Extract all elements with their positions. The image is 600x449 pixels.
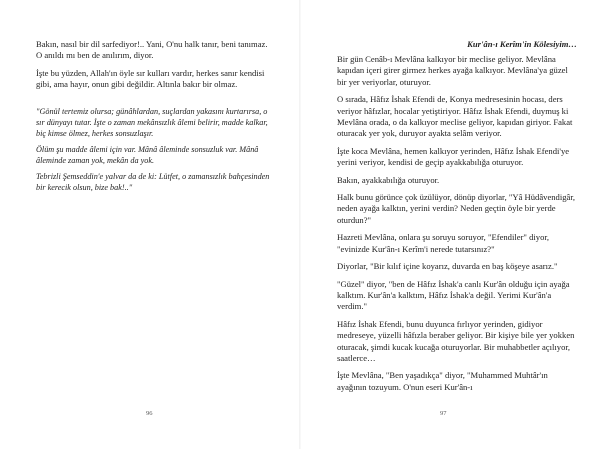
right-text-column	[337, 39, 577, 399]
left-paragraph-2: İşte bu yüzden, Allah'ın öyle sır kulları vardır, herkes sanır kendisi gibi, ama hayır, onun gibi değildir. Altınla bakır bir olmaz.	[36, 67, 265, 90]
right-paragraph-6: Hazreti Mevlâna, onlara şu soruyu soruyor, "Efendiler" diyor, "evinizde Kur'ân-ı Kerîm'i nerede tutarsınız?"	[337, 232, 550, 254]
right-paragraph-5: Halk bunu görünce çok üzülüyor, dönüp diyorlar, "Yâ Hüdâvendigâr, neden ayağa kalktın, yerini verdin? Neden geçtin öyle bir yerde oturdun?"	[337, 192, 576, 225]
poem-stanza-1: "Gönül tertemiz olursa; günâhlardan, suçlardan yakasını kurtarırsa, o sır dünyayı tutar. İşte o zaman mekânsızlık âlemi belirir, madde kalkar, biç kimse ölmez, herkes sonsuzlaşır.	[36, 106, 268, 138]
right-page	[300, 0, 600, 449]
right-paragraph-3: İşte koca Mevlâna, hemen kalkıyor yerinden, Hâfız İshak Efendi'ye yerini veriyor, kendisi de geçip ayakkabılığa oturuyor.	[337, 145, 570, 168]
poem-stanza-2: Ölüm şu madde âlemi için var. Mânâ âleminde sonsuzluk var. Mânâ âleminde zaman yok, mekân da yok.	[36, 144, 259, 165]
page-number-right: 97	[440, 410, 447, 417]
running-head: Kur'ân-ı Kerîm'in Kölesiyim…	[467, 39, 577, 49]
poem-stanza-3: Tebrizli Şemseddin'e yalvar da de ki: Lütfet, o zamansızlık bahçesinden bir kerecik olsun, bize bak!.."	[36, 171, 270, 192]
left-paragraph-1: Bakın, nasıl bir dil sarfediyor!.. Yani, O'nu halk tanır, beni tanımaz. O anıldı mı ben de anılırım, diyor.	[36, 39, 268, 61]
page-number-left: 96	[146, 410, 153, 417]
right-paragraph-9: Hâfız İshak Efendi, bunu duyunca fırlıyor yerinden, gidiyor medreseye, yüzelli hâfızla beraber geliyor. Bir kişiye bile yer yokken oturacak, şimdi kucak kucağa oturuyorlar. Bir muhabbetler açılıyor, saatlerce…	[337, 318, 575, 363]
right-paragraph-1: Bir gün Cenâb-ı Mevlâna kalkıyor bir meclise geliyor. Mevlâna kapıdan içeri girer girmez herkes ayağa kalkıyor. Mevlâna'ya güzel bir yer veriyorlar, oturuyor.	[337, 54, 568, 87]
right-paragraph-2: O sırada, Hâfız İshak Efendi de, Konya medresesinin hocası, ders veriyor hâfızlar, hocalar yetiştiriyor. Hâfız İshak Efendi, duymuş ki Mevlâna orada, o da kalkıyor meclise geliyor, kapıdan giriyor. Fakat oturacak yer yok, duruyor ayakta selâm veriyor.	[337, 94, 573, 139]
right-paragraph-4: Bakın, ayakkabılığa oturuyor.	[337, 174, 440, 185]
right-paragraph-7: Diyorlar, "Bir kılıf içine koyarız, duvarda en baş köşeye asarız."	[337, 261, 558, 272]
poem-quote	[36, 106, 274, 193]
right-paragraph-10: İşte Mevlâna, "Ben yaşadıkça" diyor, "Muhammed Muhtâr'ın ayağının tozuyum. O'nun eseri Kur'ân-ı	[337, 370, 548, 392]
left-text-column	[36, 39, 274, 198]
right-paragraph-8: "Güzel" diyor, "ben de Hâfız İshak'a canlı Kur'ân olduğu için ayağa kalktım. Kur'ân'a kalktım, Hâfız İshak'a değil. Yerimi Kur'ân'a verdim."	[337, 278, 570, 312]
